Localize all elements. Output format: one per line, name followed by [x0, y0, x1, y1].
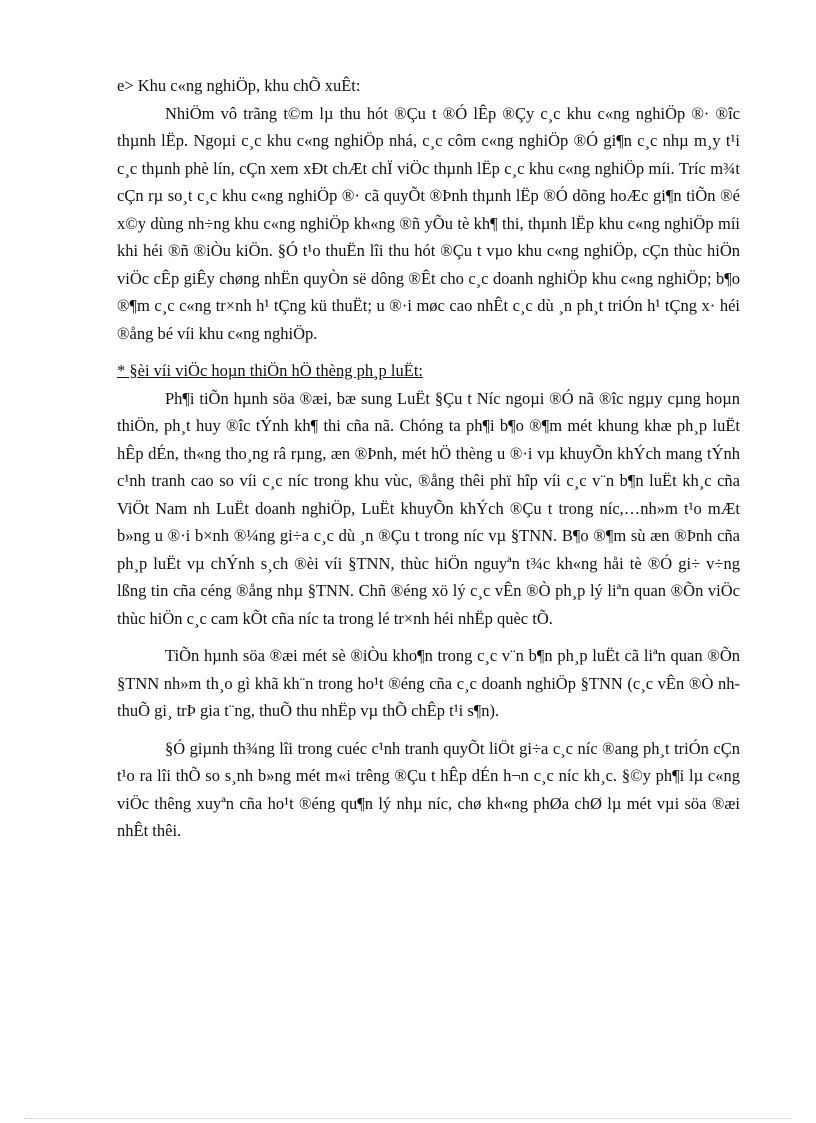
page-bottom-divider — [24, 1118, 792, 1119]
section-heading-legal-system: * §èi víi viÖc hoµn thiÖn hÖ thèng ph¸p luËt: — [117, 361, 424, 380]
subsection-heading: e> Khu c«ng nghiÖp, khu chÕ xuÊt: — [117, 76, 361, 95]
paragraph-competitive-advantage: §Ó giµnh th¾ng lîi trong cuéc c¹nh tranh quyÕt liÖt gi÷a c¸c níc ®ang ph¸t triÓn cÇn t¹o ra lîi thÕ so s¸nh b»ng mét m«i trêng ®Çu t hÊp dÉn h¬n c¸c níc kh¸c. §©y ph¶i lµ c«ng viÖc thêng xuyªn cña ho¹t ®éng qu¶n lý nhµ níc, chø kh«ng phØa chØ lµ mét vµi söa ®æi nhÊt thêi. — [117, 738, 740, 840]
paragraph-industrial-zones: NhiÖm vô trãng t©m lµ thu hót ®Çu t ®Ó lÊp ®Çy c¸c khu c«ng nghiÖp ®· ®îc thµnh lËp. Ngoµi c¸c khu c«ng nghiÖp nhá, c¸c côm c«ng nghiÖp ®Ó gi¶n c¸c nhµ m¸y t¹i c¸c thµnh phè lín, cÇn xem xÐt chÆt chÏ viÖc thµnh lËp c¸c khu c«ng nghiÖp míi. Tríc m¾t cÇn rµ so¸t c¸c khu c«ng nghiÖp ®· cã quyÕt ®Þnh thµnh lËp ®Ó dõng hoÆc gi¶n tiÕn ®é x©y dùng nh÷ng khu c«ng nghiÖp kh«ng ®ñ yÕu tè kh¶ thi, thµnh lËp khu c«ng nghiÖp míi khi héi ®ñ ®iÒu kiÖn. §Ó t¹o thuËn lîi thu hót ®Çu t vµo khu c«ng nghiÖp, cÇn thùc hiÖn viÖc cÊp giÊy chøng nhËn quyÒn së dông ®Êt cho c¸c doanh nghiÖp khu c«ng nghiÖp; b¶o ®¶m c¸c c«ng tr×nh h¹ tÇng kü thuËt; u ®·i møc cao nhÊt c¸c dù ¸n ph¸t triÓn h¹ tÇng x· héi ®ång bé víi khu c«ng nghiÖp. — [117, 103, 740, 343]
document-page — [117, 72, 740, 855]
paragraph-law-amendment: Ph¶i tiÕn hµnh söa ®æi, bæ sung LuËt §Çu t Níc ngoµi ®Ó nã ®îc ngµy cµng hoµn thiÖn, ph¸t huy ®îc tÝnh kh¶ thi cña nã. Chóng ta ph¶i b¶o ®¶m mét khung khæ ph¸p luËt hÊp dÉn, th«ng tho¸ng râ rµng, æn ®Þnh, mét hÖ thèng u ®·i vµ khuyÕn khÝch mang tÝnh c¹nh tranh cao so víi c¸c níc trong khu vùc, ®ång thêi phï hîp víi c¸c v¨n b¶n luËt kh¸c cña ViÖt Nam nh LuËt doanh nghiÖp, LuËt khuyÕn khÝch ®Çu t trong níc,…nh»m t¹o mÆt b»ng u ®·i b×nh ®¼ng gi÷a c¸c dù ¸n ®Çu t trong níc vµ §TNN. B¶o ®¶m sù æn ®Þnh cña ph¸p luËt vµ chÝnh s¸ch ®èi víi §TNN, thùc hiÖn nguyªn t¾c kh«ng håi tè ®Ó gi÷ v÷ng lßng tin cña céng ®ång nhµ §TNN. Chñ ®éng xö lý c¸c vÊn ®Ò ph¸p lý liªn quan ®Õn viÖc thùc hiÖn c¸c cam kÕt cña níc ta trong lé tr×nh héi nhËp quèc tÕ. — [117, 388, 740, 628]
paragraph-legal-provisions: TiÕn hµnh söa ®æi mét sè ®iÒu kho¶n trong c¸c v¨n b¶n ph¸p luËt cã liªn quan ®Õn §TNN nh»m th¸o gì khã kh¨n trong ho¹t ®éng cña c¸c doanh nghiÖp §TNN (c¸c vÊn ®Ò nh thuÕ gi¸ trÞ gia t¨ng, thuÕ thu nhËp vµ thÕ chÊp t¹i s¶n). — [117, 646, 740, 720]
